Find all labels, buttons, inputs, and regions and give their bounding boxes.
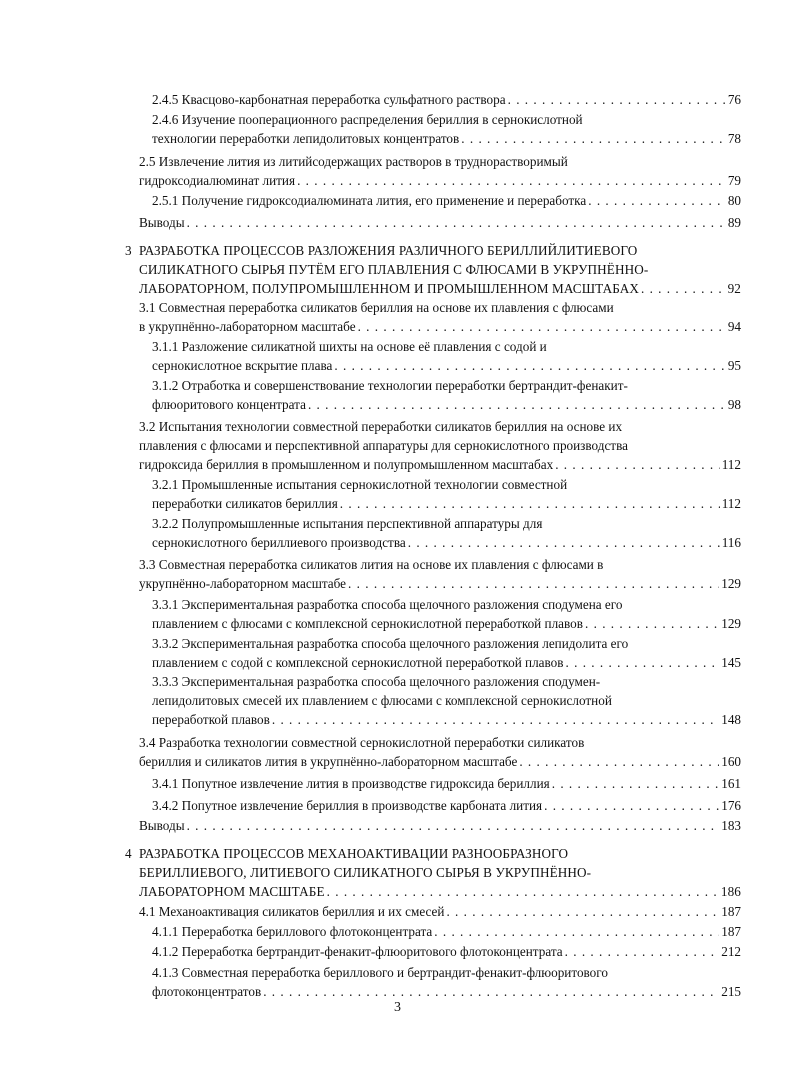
toc-title-line: 3.2.1 Промышленные испытания сернокислотной технологии совместной <box>152 477 568 492</box>
dot-leader <box>461 130 726 148</box>
toc-title-line: технологии переработки лепидолитовых концентратов <box>152 131 460 146</box>
toc-title-line: переработки силикатов бериллия <box>152 496 338 511</box>
toc-page-number: 78 <box>727 131 741 146</box>
toc-page-number: 215 <box>721 984 741 999</box>
toc-title-line: плавлением с флюсами с комплексной сернокислотной переработкой плавов <box>152 616 583 631</box>
toc-page-number: 129 <box>721 576 741 591</box>
dot-leader <box>340 495 720 513</box>
dot-leader <box>327 883 719 901</box>
toc-title-line: 3.3 Совместная переработка силикатов лития на основе их плавления с флюсами в <box>139 557 604 572</box>
toc-page-number: 79 <box>727 173 741 188</box>
toc-page-number: 183 <box>721 818 741 833</box>
toc-page-number: 95 <box>727 358 741 373</box>
toc-page-number: 186 <box>720 884 741 899</box>
toc-title-line: 4.1.2 Переработка бертрандит-фенакит-флюоритового флотоконцентрата <box>152 944 563 959</box>
dot-leader <box>588 192 726 210</box>
chapter-number: 3 <box>125 243 132 258</box>
toc-title-line: гидроксодиалюминат лития <box>139 173 296 188</box>
toc-title-line: 3.1.1 Разложение силикатной шихты на основе её плавления с содой и <box>152 339 547 354</box>
toc-page-number: 160 <box>721 754 741 769</box>
toc-page-number: 76 <box>727 92 741 107</box>
toc-page-number: 112 <box>721 496 741 511</box>
toc-title-line: гидроксида бериллия в промышленном и полупромышленном масштабах <box>139 457 554 472</box>
toc-title-line: 3.4 Разработка технологии совместной сернокислотной переработки силикатов <box>139 735 585 750</box>
toc-page-number: 94 <box>727 319 741 334</box>
toc-title-line: 3.3.1 Экспериментальная разработка способа щелочного разложения сподумена его <box>152 597 623 612</box>
toc-title-line: 4.1.1 Переработка бериллового флотоконцентрата <box>152 924 433 939</box>
toc-page-number: 80 <box>727 193 741 208</box>
toc-title-line: 2.4.6 Изучение пооперационного распределения бериллия в сернокислотной <box>152 112 583 127</box>
toc-title-line: Выводы <box>139 818 185 833</box>
dot-leader <box>187 214 726 232</box>
toc-title-line: Выводы <box>139 215 185 230</box>
dot-leader <box>552 775 720 793</box>
toc-page-number: 89 <box>727 215 741 230</box>
toc-title-line: 2.5 Извлечение лития из литийсодержащих растворов в труднорастворимый <box>139 154 568 169</box>
toc-title-line: сернокислотное вскрытие плава <box>152 358 333 373</box>
toc-page-number: 161 <box>721 776 741 791</box>
toc-title-line: 2.5.1 Получение гидроксодиалюмината лития, его применение и переработка <box>152 193 587 208</box>
toc-title-line: укрупнённо-лабораторном масштабе <box>139 576 347 591</box>
toc-title-line: 3.3.3 Экспериментальная разработка способа щелочного разложения сподумен- <box>152 674 601 689</box>
toc-page-number: 98 <box>727 397 741 412</box>
dot-leader <box>348 575 719 593</box>
dot-leader <box>565 943 720 961</box>
dot-leader <box>358 318 726 336</box>
toc-title-line: 3.1 Совместная переработка силикатов бериллия на основе их плавления с флюсами <box>139 300 614 315</box>
dot-leader <box>566 654 720 672</box>
toc-title-line: 3.2 Испытания технологии совместной переработки силикатов бериллия на основе их <box>139 419 623 434</box>
toc-title-line: флюоритового концентрата <box>152 397 306 412</box>
toc-title-line: ЛАБОРАТОРНОМ МАСШТАБЕ <box>139 884 325 899</box>
toc-title-line: 3.4.2 Попутное извлечение бериллия в производстве карбоната лития <box>152 798 543 813</box>
toc-page-number: 176 <box>721 798 741 813</box>
dot-leader <box>555 456 720 474</box>
toc-title-line: 3.4.1 Попутное извлечение лития в производстве гидроксида бериллия <box>152 776 550 791</box>
toc-title-line: плавлением с содой с комплексной сернокислотной переработкой плавов <box>152 655 564 670</box>
page-number: 3 <box>394 1000 401 1015</box>
toc-title-line: РАЗРАБОТКА ПРОЦЕССОВ МЕХАНОАКТИВАЦИИ РАЗНООБРАЗНОГО <box>139 846 569 861</box>
dot-leader <box>446 903 719 921</box>
toc-page-number: 112 <box>721 457 741 472</box>
toc-page-number: 187 <box>721 924 741 939</box>
chapter-number: 4 <box>125 846 132 861</box>
toc-page-number: 148 <box>721 712 741 727</box>
toc-title-line: РАЗРАБОТКА ПРОЦЕССОВ РАЗЛОЖЕНИЯ РАЗЛИЧНОГО БЕРИЛЛИЙЛИТИЕВОГО <box>139 243 638 258</box>
toc-title-line: БЕРИЛЛИЕВОГО, ЛИТИЕВОГО СИЛИКАТНОГО СЫРЬЯ В УКРУПНЁННО- <box>139 865 592 880</box>
dot-leader <box>272 711 719 729</box>
dot-leader <box>641 280 726 298</box>
toc-page-number: 145 <box>721 655 741 670</box>
dot-leader <box>308 396 726 414</box>
toc-page-number: 92 <box>727 281 741 296</box>
toc-title-line: сернокислотного бериллиевого производства <box>152 535 406 550</box>
toc-title-line: плавления с флюсами и перспективной аппаратуры для сернокислотного производства <box>139 438 628 453</box>
toc-title-line: ЛАБОРАТОРНОМ, ПОЛУПРОМЫШЛЕННОМ И ПРОМЫШЛЕННОМ МАСШТАБАХ <box>139 281 639 296</box>
toc-page-number: 187 <box>721 904 741 919</box>
toc-page-number: 212 <box>721 944 741 959</box>
toc-title-line: 2.4.5 Квасцово-карбонатная переработка сульфатного раствора <box>152 92 506 107</box>
toc-title-line: 3.3.2 Экспериментальная разработка способа щелочного разложения лепидолита его <box>152 636 629 651</box>
dot-leader <box>508 91 726 109</box>
toc-title-line: 4.1 Механоактивация силикатов бериллия и их смесей <box>139 904 445 919</box>
dot-leader <box>585 615 719 633</box>
dot-leader <box>408 534 720 552</box>
toc-page-number: 129 <box>721 616 741 631</box>
toc-title-line: флотоконцентратов <box>152 984 262 999</box>
toc-page-number: 116 <box>721 535 741 550</box>
toc-title-line: СИЛИКАТНОГО СЫРЬЯ ПУТЁМ ЕГО ПЛАВЛЕНИЯ С ФЛЮСАМИ В УКРУПНЁННО- <box>139 262 649 277</box>
toc-title-line: 3.1.2 Отработка и совершенствование технологии переработки бертрандит-фенакит- <box>152 378 628 393</box>
dot-leader <box>519 753 719 771</box>
dot-leader <box>334 357 725 375</box>
toc-title-line: лепидолитовых смесей их плавлением с флюсами с комплексной сернокислотной <box>152 693 612 708</box>
dot-leader <box>544 797 719 815</box>
dot-leader <box>263 983 719 1001</box>
dot-leader <box>434 923 719 941</box>
toc-title-line: 4.1.3 Совместная переработка бериллового и бертрандит-фенакит-флюоритового <box>152 965 608 980</box>
toc-title-line: бериллия и силикатов лития в укрупнённо-лабораторном масштабе <box>139 754 518 769</box>
dot-leader <box>297 172 726 190</box>
toc-title-line: в укрупнённо-лабораторном масштабе <box>139 319 356 334</box>
dot-leader <box>187 817 720 835</box>
toc-title-line: 3.2.2 Полупромышленные испытания перспективной аппаратуры для <box>152 516 543 531</box>
toc-title-line: переработкой плавов <box>152 712 270 727</box>
